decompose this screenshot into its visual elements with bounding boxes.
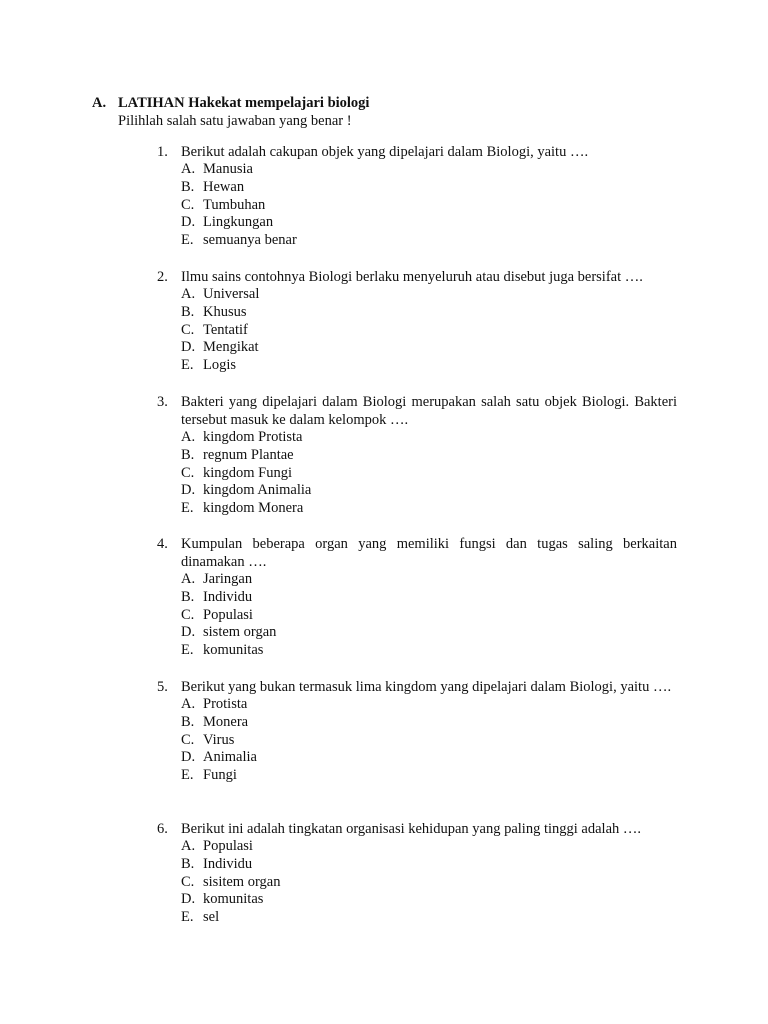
option-item: [181, 482, 677, 500]
option-item: [181, 642, 677, 660]
option-text: Fungi: [203, 767, 237, 784]
option-item: [181, 286, 677, 304]
option-letter: E.: [181, 357, 194, 374]
option-letter: E.: [181, 909, 194, 926]
option-letter: C.: [181, 731, 195, 748]
option-text: Mengikat: [203, 339, 259, 356]
option-letter: B.: [181, 588, 195, 605]
option-item: [181, 589, 677, 607]
option-item: [181, 500, 677, 518]
option-list: [181, 429, 677, 518]
option-letter: C.: [181, 873, 195, 890]
option-item: [181, 856, 677, 874]
option-item: [181, 838, 677, 856]
option-letter: A.: [181, 161, 196, 177]
option-letter: A.: [181, 838, 196, 854]
option-letter: D.: [181, 624, 196, 641]
option-text: Individu: [203, 855, 253, 872]
option-item: [181, 339, 677, 357]
option-letter: A.: [181, 696, 196, 712]
option-text: regnum Plantae: [203, 446, 294, 463]
question-1: [157, 143, 677, 250]
option-letter: B.: [181, 178, 195, 195]
option-text: Monera: [203, 713, 249, 730]
question-text: Berikut ini adalah tingkatan organisasi kehidupan yang paling tinggi adalah ….: [181, 821, 641, 837]
option-item: [181, 232, 677, 250]
option-item: [181, 197, 677, 215]
section-instruction: Pilihlah salah satu jawaban yang benar !: [118, 113, 352, 129]
question-text: Bakteri yang dipelajari dalam Biologi merupakan salah satu objek Biologi. Bakteri tersebut masuk ke dalam kelompok ….: [181, 394, 677, 428]
option-item: [181, 749, 677, 767]
option-text: kingdom Monera: [203, 500, 304, 517]
option-list: [181, 286, 677, 375]
option-text: Protista: [203, 696, 248, 712]
option-text: Animalia: [203, 749, 257, 766]
option-item: [181, 304, 677, 322]
option-letter: B.: [181, 303, 195, 320]
option-item: [181, 909, 677, 927]
question-number: 6.: [157, 821, 168, 837]
option-item: [181, 322, 677, 340]
option-letter: D.: [181, 482, 196, 499]
option-text: Individu: [203, 588, 253, 605]
option-list: [181, 571, 677, 660]
option-letter: B.: [181, 713, 195, 730]
option-text: Lingkungan: [203, 214, 274, 231]
option-text: Manusia: [203, 161, 253, 177]
option-text: Hewan: [203, 178, 245, 195]
option-item: [181, 714, 677, 732]
option-text: Populasi: [203, 838, 253, 854]
option-text: Populasi: [203, 606, 253, 623]
question-number: 2.: [157, 269, 168, 285]
option-text: semuanya benar: [203, 232, 297, 249]
option-letter: E.: [181, 767, 194, 784]
option-letter: B.: [181, 446, 195, 463]
option-letter: E.: [181, 642, 194, 659]
question-text: Berikut yang bukan termasuk lima kingdom yang dipelajari dalam Biologi, yaitu ….: [181, 679, 672, 695]
option-letter: D.: [181, 339, 196, 356]
option-letter: D.: [181, 214, 196, 231]
option-text: komunitas: [203, 642, 264, 659]
option-item: [181, 429, 677, 447]
option-item: [181, 161, 677, 179]
option-list: [181, 696, 677, 785]
option-text: Jaringan: [203, 571, 253, 587]
option-text: kingdom Protista: [203, 429, 303, 445]
question-4: [157, 535, 677, 660]
option-item: [181, 624, 677, 642]
question-6: [157, 820, 677, 927]
option-letter: C.: [181, 196, 195, 213]
question-number: 5.: [157, 679, 168, 695]
option-text: komunitas: [203, 891, 264, 908]
option-item: [181, 891, 677, 909]
option-letter: C.: [181, 321, 195, 338]
question-number: 3.: [157, 394, 168, 410]
option-text: sistem organ: [203, 624, 277, 641]
option-item: [181, 696, 677, 714]
option-letter: C.: [181, 464, 195, 481]
option-item: [181, 214, 677, 232]
question-text: Ilmu sains contohnya Biologi berlaku menyeluruh atau disebut juga bersifat ….: [181, 269, 643, 285]
option-item: [181, 874, 677, 892]
option-item: [181, 357, 677, 375]
question-number: 4.: [157, 536, 168, 552]
option-letter: E.: [181, 232, 194, 249]
option-letter: A.: [181, 286, 196, 302]
question-2: [157, 268, 677, 375]
option-text: sisitem organ: [203, 873, 281, 890]
option-letter: E.: [181, 500, 194, 517]
option-letter: B.: [181, 855, 195, 872]
option-text: Tentatif: [203, 321, 248, 338]
question-text: Berikut adalah cakupan objek yang dipelajari dalam Biologi, yaitu ….: [181, 144, 589, 160]
section-title: LATIHAN Hakekat mempelajari biologi: [118, 95, 370, 111]
option-item: [181, 465, 677, 483]
question-3: [157, 393, 677, 518]
option-item: [181, 447, 677, 465]
section-letter: A.: [92, 95, 107, 111]
option-letter: A.: [181, 429, 196, 445]
question-number: 1.: [157, 144, 168, 160]
option-item: [181, 607, 677, 625]
option-text: Virus: [203, 731, 235, 748]
option-list: [181, 838, 677, 927]
option-text: Logis: [203, 357, 237, 374]
question-5: [157, 678, 677, 785]
option-letter: C.: [181, 606, 195, 623]
option-text: kingdom Fungi: [203, 464, 293, 481]
option-text: Universal: [203, 286, 260, 302]
option-item: [181, 732, 677, 750]
option-text: Tumbuhan: [203, 196, 266, 213]
option-item: [181, 767, 677, 785]
option-text: Khusus: [203, 303, 247, 320]
option-list: [181, 161, 677, 250]
option-item: [181, 179, 677, 197]
question-text: Kumpulan beberapa organ yang memiliki fungsi dan tugas saling berkaitan dinamakan ….: [181, 536, 677, 570]
option-letter: D.: [181, 749, 196, 766]
option-text: sel: [203, 909, 220, 926]
option-letter: A.: [181, 571, 196, 587]
option-item: [181, 571, 677, 589]
option-letter: D.: [181, 891, 196, 908]
option-text: kingdom Animalia: [203, 482, 312, 499]
